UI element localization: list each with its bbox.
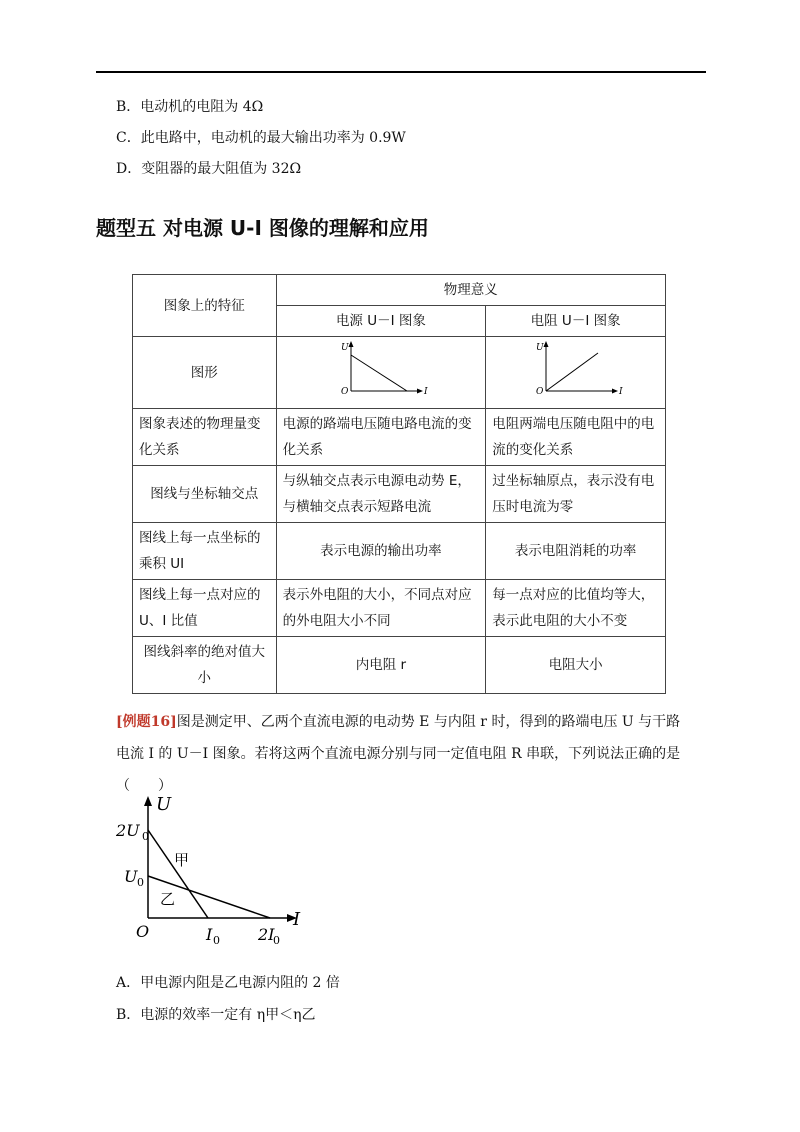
i1-sub: 0 (213, 934, 220, 947)
row-product-feature: 图线上每一点坐标的乘积 UI (133, 523, 277, 580)
source-mini-graph (276, 337, 486, 409)
option-b-bottom: B．电源的效率一定有 η甲＜η乙 (116, 1007, 316, 1023)
origin-label: O (136, 922, 150, 941)
section-title: 题型五 对电源 U-I 图像的理解和应用 (96, 216, 429, 240)
u-axis-arrow (144, 796, 152, 806)
feature-header: 图象上的特征 (133, 275, 277, 337)
row-intercept-resistor: 过坐标轴原点，表示没有电压时电流为零 (486, 466, 666, 523)
example-question (116, 706, 686, 802)
u2-label: 2U (116, 821, 140, 840)
mini-u-label-2: U (535, 343, 544, 353)
example-text: 图是测定甲、乙两个直流电源的电动势 E 与内阻 r 时，得到的路端电压 U 与干路电流 I 的 U－I 图象。若将这两个直流电源分别与同一定值电阻 R 串联，下列说法正确的是（ ） (116, 714, 681, 794)
row-product-resistor: 表示电阻消耗的功率 (486, 523, 666, 580)
line-jia (148, 830, 208, 918)
i2-sub: 0 (273, 934, 280, 947)
row-ratio-resistor: 每一点对应的比值均等大，表示此电阻的大小不变 (486, 580, 666, 637)
i1-label: I (206, 925, 213, 944)
row-slope-feature: 图线斜率的绝对值大小 (133, 637, 277, 694)
mini-o-label-2: O (535, 387, 543, 397)
i-axis-label: I (293, 909, 301, 930)
feature-table (132, 274, 666, 694)
source-ui-graph (331, 339, 431, 397)
row-intercept-feature: 图线与坐标轴交点 (133, 466, 277, 523)
u-axis-label: U (156, 794, 172, 815)
u2-sub: 0 (142, 830, 149, 843)
source-col-header: 电源 U－I 图象 (276, 306, 486, 337)
u1-label: U (124, 867, 138, 886)
resistor-mini-graph (486, 337, 666, 409)
header-rule (96, 71, 706, 73)
resistor-ui-graph (526, 339, 626, 397)
row-intercept-source: 与纵轴交点表示电源电动势 E，与横轴交点表示短路电流 (276, 466, 486, 523)
meaning-header: 物理意义 (276, 275, 665, 306)
option-b: B．电动机的电阻为 4Ω (116, 99, 264, 115)
row-ratio-source: 表示外电阻的大小，不同点对应的外电阻大小不同 (276, 580, 486, 637)
mini-i-label-2: I (618, 387, 623, 397)
mini-u-label: U (340, 343, 349, 353)
row-relation-feature: 图象表述的物理量变化关系 (133, 409, 277, 466)
i2-label: 2I (258, 925, 275, 944)
mini-i-label: I (423, 387, 428, 397)
row-relation-source: 电源的路端电压随电路电流的变化关系 (276, 409, 486, 466)
option-a-bottom: A．甲电源内阻是乙电源内阻的 2 倍 (116, 975, 340, 991)
mini-o-label: O (340, 387, 349, 397)
row-product-source: 表示电源的输出功率 (276, 523, 486, 580)
jia-label: 甲 (174, 851, 190, 869)
resistor-line (546, 353, 598, 391)
row-slope-source: 内电阻 r (276, 637, 486, 694)
row-relation-resistor: 电阻两端电压随电阻中的电流的变化关系 (486, 409, 666, 466)
ui-figure (110, 790, 310, 950)
row-ratio-feature: 图线上每一点对应的 U、I 比值 (133, 580, 277, 637)
option-c: C．此电路中，电动机的最大输出功率为 0.9W (116, 130, 406, 146)
yi-label: 乙 (160, 890, 176, 908)
option-d: D．变阻器的最大阻值为 32Ω (116, 161, 302, 177)
resistor-col-header: 电阻 U－I 图象 (486, 306, 666, 337)
source-line (351, 355, 407, 391)
row-slope-resistor: 电阻大小 (486, 637, 666, 694)
row-graph-feature: 图形 (133, 337, 277, 409)
example-tag: [例题16] (116, 714, 177, 730)
u1-sub: 0 (137, 876, 144, 889)
